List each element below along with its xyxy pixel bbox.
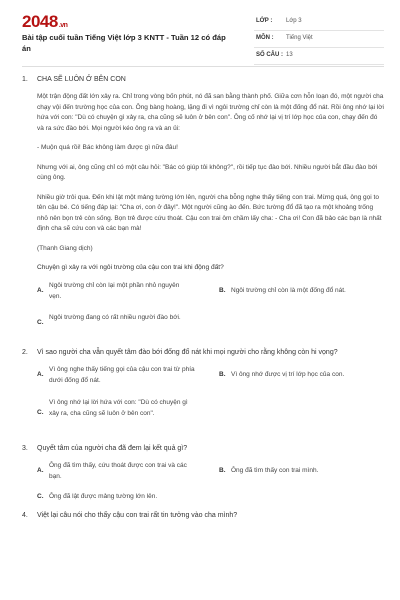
option-b[interactable] <box>219 466 384 478</box>
option-c[interactable] <box>37 492 337 504</box>
header-divider <box>22 66 384 67</box>
question-text: Vì sao người cha vẫn quyết tâm đào bới đống đổ nát khi mọi người cho rằng không còn hi vọng? <box>37 349 338 356</box>
meta-key: MÔN : <box>256 35 274 41</box>
question-number: 4. <box>22 512 28 519</box>
meta-row-count <box>254 48 384 65</box>
meta-key: SỐ CÂU : <box>256 52 283 58</box>
passage-source: (Thanh Giang dịch) <box>37 244 93 252</box>
question-3-heading <box>22 445 384 461</box>
question-text: Việt lại câu nói cho thấy cậu con trai rất tin tưởng vào cha mình? <box>37 512 238 519</box>
question-1-heading <box>22 76 384 92</box>
question-number: 2. <box>22 349 28 356</box>
meta-row-subject <box>254 31 384 48</box>
option-text: Ngôi trường chỉ còn lại một phần nhỏ nguyên vẹn. <box>49 282 180 300</box>
option-text: Ông đã tìm thấy, cứu thoát được con trai và các bạn. <box>49 462 187 480</box>
passage-paragraph: Một trận động đất lớn xảy ra. Chỉ trong vòng bốn phút, nó đã san bằng thành phố. Giữa cơn hỗn loạn đó, một người cha chạy vội đến trường học của con. Ông bàng hoàng, lặng đi vì ngôi trường chỉ còn là một đống đổ nát. Rồi ông nhớ lại lời hứa với con: "Dù có chuyện gì xảy ra, cha cũng sẽ luôn ở bên con". Ông cố nhớ lại vị trí lớp học của con, chạy đến đó và ra sức đào bới. Mọi người kéo ông ra và an ủi: <box>37 93 384 132</box>
meta-key: LỚP : <box>256 18 273 24</box>
meta-value: Tiếng Việt <box>286 35 313 41</box>
option-text: Vì ông nhớ được vị trí lớp học của con. <box>231 371 345 378</box>
option-text: Ngôi trường chỉ còn là một đống đổ nát. <box>231 287 346 294</box>
passage-paragraph: - Muộn quá rồi! Bác không làm được gì nữa đâu! <box>37 144 178 151</box>
option-label: C. <box>37 409 44 416</box>
option-label: B. <box>219 371 226 378</box>
meta-table <box>254 14 384 65</box>
option-c[interactable] <box>37 398 207 432</box>
passage-paragraph: Nhiều giờ trôi qua. Đến khi lật một mảng tường lớn lên, người cha bỗng nghe thấy tiếng con trai. Mừng quá, ông gọi to tên cậu bé. Có tiếng đáp lại: "Cha ơi, con ở đây!". Một người cũng ào đến. Bức tường đổ đã tạo ra một khoảng trống nhỏ nên bọn trẻ còn sống. Bọn trẻ được cứu thoát. Cậu con trai ôm chầm lấy cha: - Cha ơi! Con đã bảo các bạn là nhất định cha sẽ cứu con và các bạn mà! <box>37 193 382 232</box>
option-text: Ông đã lật được mảng tường lớn lên. <box>49 493 158 500</box>
question-2-options <box>37 365 382 435</box>
option-label: B. <box>219 287 226 294</box>
option-c[interactable] <box>37 313 202 337</box>
question-text: CHA SẼ LUÔN Ở BÊN CON <box>37 76 126 83</box>
question-3-options <box>37 461 382 507</box>
option-a[interactable] <box>37 365 207 389</box>
question-prompt: Chuyện gì xảy ra với ngôi trường của cậu con trai khi động đất? <box>37 264 224 271</box>
meta-row-class <box>254 14 384 31</box>
question-2-heading <box>22 349 384 365</box>
option-label: A. <box>37 287 44 294</box>
option-text: Ông đã tìm thấy con trai mình. <box>231 467 319 474</box>
question-1-options <box>37 281 382 339</box>
logo-domain: .vn <box>58 22 68 29</box>
option-b[interactable] <box>219 286 384 298</box>
passage-paragraph: Nhưng với ai, ông cũng chỉ có một câu hỏi: "Bác có giúp tôi không?", rồi tiếp tục đào bới. Nhiều người bắt đầu đào bới cùng ông. <box>37 163 378 181</box>
option-text: Ngôi trường đang có rất nhiều người đào bới. <box>49 314 181 321</box>
option-label: C. <box>37 493 44 500</box>
question-4-heading <box>22 512 384 528</box>
option-label: B. <box>219 467 226 474</box>
option-label: A. <box>37 467 44 474</box>
document-title: Bài tập cuối tuần Tiếng Việt lớp 3 KNTT - Tuần 12 có đáp án <box>22 33 226 53</box>
site-logo[interactable] <box>22 12 67 32</box>
logo-text: 2048 <box>22 12 58 31</box>
option-text: Vì ông nhớ lại lời hứa với con: "Dù có chuyện gì xảy ra, cha cũng sẽ luôn ở bên con". <box>49 399 188 417</box>
option-text: Vì ông nghe thấy tiếng gọi của cậu con trai từ phía dưới đống đổ nát. <box>49 366 195 384</box>
question-number: 1. <box>22 76 28 83</box>
question-number: 3. <box>22 445 28 452</box>
question-list <box>22 76 384 528</box>
option-label: A. <box>37 371 44 378</box>
meta-value: 13 <box>286 52 293 58</box>
option-a[interactable] <box>37 461 207 485</box>
page-header <box>0 0 400 62</box>
question-text: Quyết tâm của người cha đã đem lại kết quả gì? <box>37 445 188 452</box>
meta-value: Lớp 3 <box>286 18 302 24</box>
option-label: C. <box>37 319 44 326</box>
option-a[interactable] <box>37 281 202 305</box>
option-b[interactable] <box>219 370 384 382</box>
